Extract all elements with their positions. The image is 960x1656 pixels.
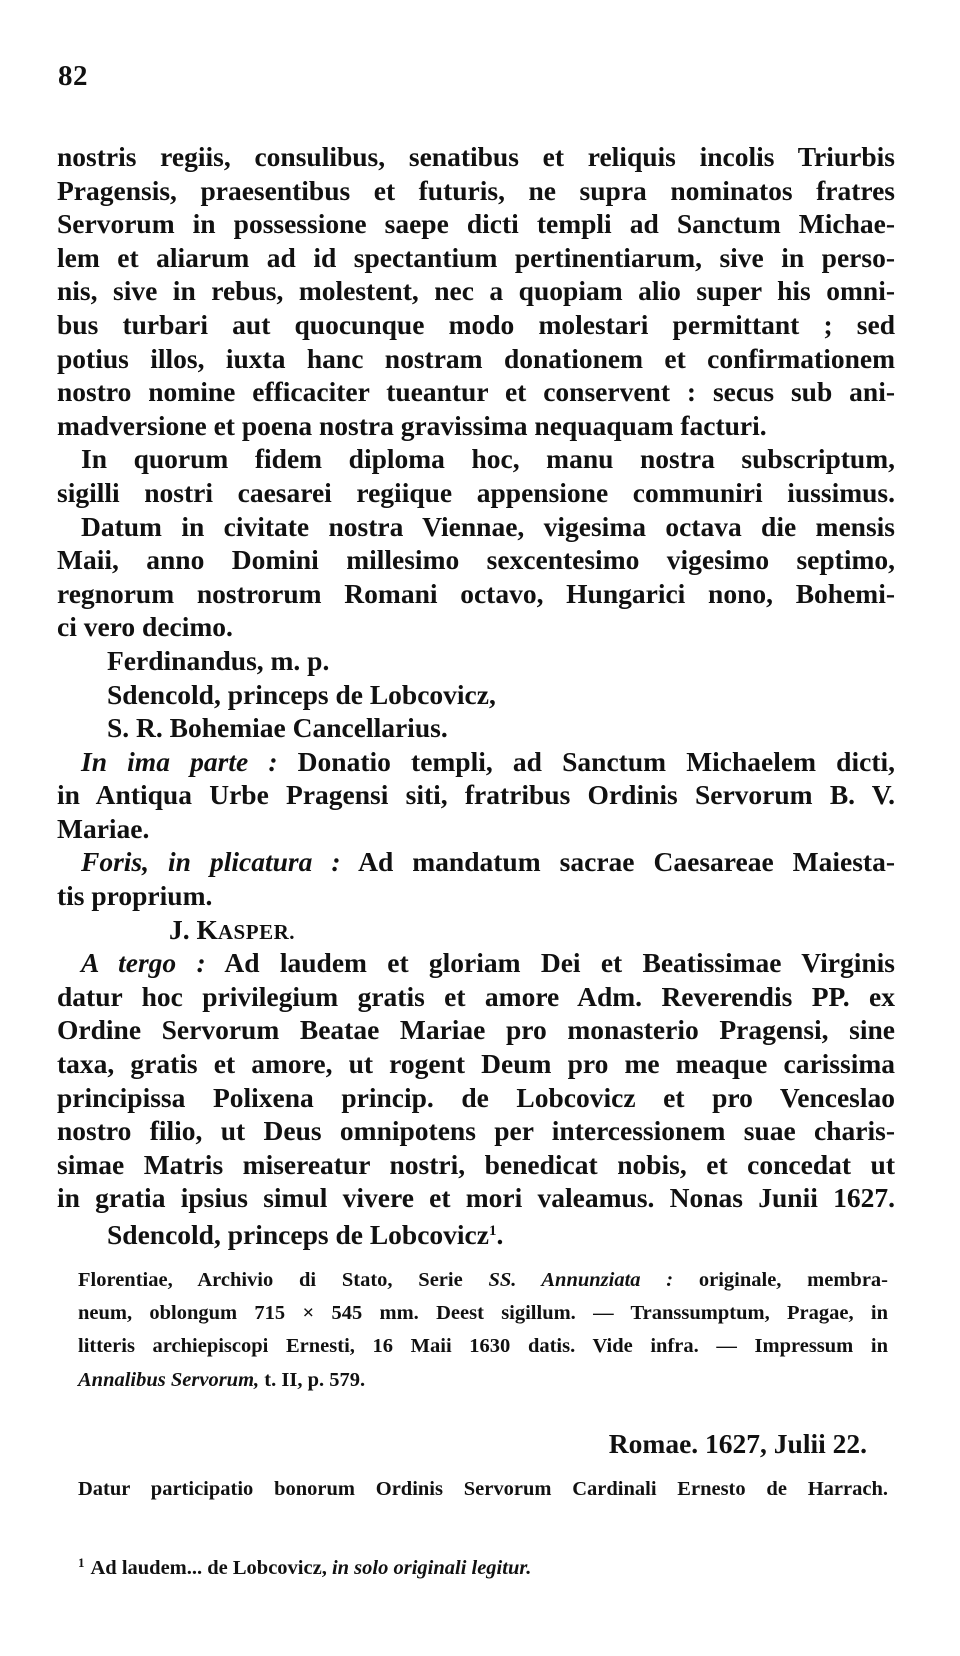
text-line: nostro filio, ut Deus omnipotens per intercessionem suae charis- [57,1115,895,1147]
text-line: Mariae. [57,812,150,844]
text-line: sigilli nostri caesarei regiique appensione communiri iussimus. [57,476,895,508]
text-line: tis proprium. [57,880,213,912]
text-line: simae Matris misereatur nostri, benedicat nobis, et concedat ut [57,1148,895,1180]
kasper-rest: ASPER. [217,919,295,944]
text-line: madversione et poena nostra gravissima nequaquam facturi. [57,409,767,441]
text-line: Servorum in possessione saepe dicti templi ad Sanctum Michae- [57,208,895,240]
text-line: Pragensis, praesentibus et futuris, ne supra nominatos fratres [57,174,895,206]
foris-text: Ad mandatum sacrae Caesareae Maiesta- [340,846,895,878]
text-line: In quorum fidem diploma hoc, manu nostra subscriptum, [81,443,895,475]
tergo-signature-end: . [496,1219,504,1250]
source-note [78,1264,888,1397]
source-line: neum, oblongum 715 × 545 mm. Deest sigillum. — Transsumptum, Pragae, in [78,1302,888,1325]
ima-parte-line [57,745,895,779]
text-line: bus turbari aut quocunque modo molestari permittant ; sed [57,308,895,340]
text-line: ci vero decimo. [57,611,233,643]
tergo-line [57,946,895,980]
source-line [78,1364,888,1397]
source-text: originale, membra- [673,1269,889,1291]
text-line: taxa, gratis et amore, ut rogent Deum pro me meaque carissima [57,1048,895,1080]
text-line: nostro nomine efficaciter tueantur et conservent : secus sub ani- [57,376,895,408]
source-text: t. II, p. 579. [259,1368,366,1391]
text-line: Datum in civitate nostra Viennae, vigesima octava die mensis [81,510,895,542]
text-line: lem et aliarum ad id spectantium pertinentiarum, sive in perso- [57,241,895,273]
source-italic: SS. Annunziata : [488,1269,674,1291]
footnote-number: 1 [78,1555,85,1570]
ima-parte-label: In ima parte : [81,745,278,777]
foris-line [57,845,895,879]
signature-sdencold: Sdencold, princeps de Lobcovicz, [107,678,496,710]
text-line: datur hoc privilegium gratis et amore Adm. Reverendis PP. ex [57,980,895,1012]
tergo-signature-text: Sdencold, princeps de Lobcovicz [107,1219,489,1250]
source-line [78,1264,888,1297]
summary-line: Datur participatio bonorum Ordinis Servorum Cardinali Ernesto de Harrach. [78,1478,888,1500]
footnote-text: Ad laudem... de Lobcovicz, [90,1557,332,1579]
page-number: 82 [58,60,88,92]
text-line: Maii, anno Domini millesimo sexcentesimo vigesimo septimo, [57,544,895,576]
source-italic: Annalibus Servorum, [78,1368,260,1391]
text-line: potius illos, iuxta hanc nostram donationem et confirmationem [57,342,895,374]
foris-label: Foris, in plicatura : [81,846,341,878]
tergo-signature [57,1215,895,1249]
tergo-label: A tergo : [81,947,206,979]
text-line: principissa Polixena princip. de Lobcovicz et pro Venceslao [57,1081,895,1113]
footnote-marker: 1 [488,1223,497,1239]
main-text [57,140,895,1249]
ima-parte-text: Donatio templi, ad Sanctum Michaelem dicti, [277,745,896,777]
tergo-text: Ad laudem et gloriam Dei et Beatissimae Virginis [205,947,896,979]
text-line: nis, sive in rebus, molestent, nec a quopiam alio super his omni- [57,275,895,307]
kasper-initial: J. K [169,913,218,945]
text-line: in gratia ipsius simul vivere et mori valeamus. Nonas Junii 1627. [57,1182,895,1214]
dateline: Romae. 1627, Julii 22. [608,1428,867,1459]
text-line: nostris regiis, consulibus, senatibus et reliquis incolis Triurbis [57,141,895,172]
source-text: Florentiae, Archivio di Stato, Serie [78,1269,489,1291]
text-line: regnorum nostrorum Romani octavo, Hungarici nono, Bohemi- [57,577,895,609]
source-line: litteris archiepiscopi Ernesti, 16 Maii 1630 datis. Vide infra. — Impressum in [78,1335,888,1358]
footnote [78,1548,531,1583]
text-line: Ordine Servorum Beatae Mariae pro monasterio Pragensi, sine [57,1014,895,1046]
footnote-italic: in solo originali legitur. [331,1557,532,1579]
signature-ferdinandus: Ferdinandus, m. p. [107,644,330,676]
text-line: in Antiqua Urbe Pragensi siti, fratribus Ordinis Servorum B. V. [57,779,895,811]
signature-title: S. R. Bohemiae Cancellarius. [107,712,448,744]
kasper-signature [57,913,895,947]
